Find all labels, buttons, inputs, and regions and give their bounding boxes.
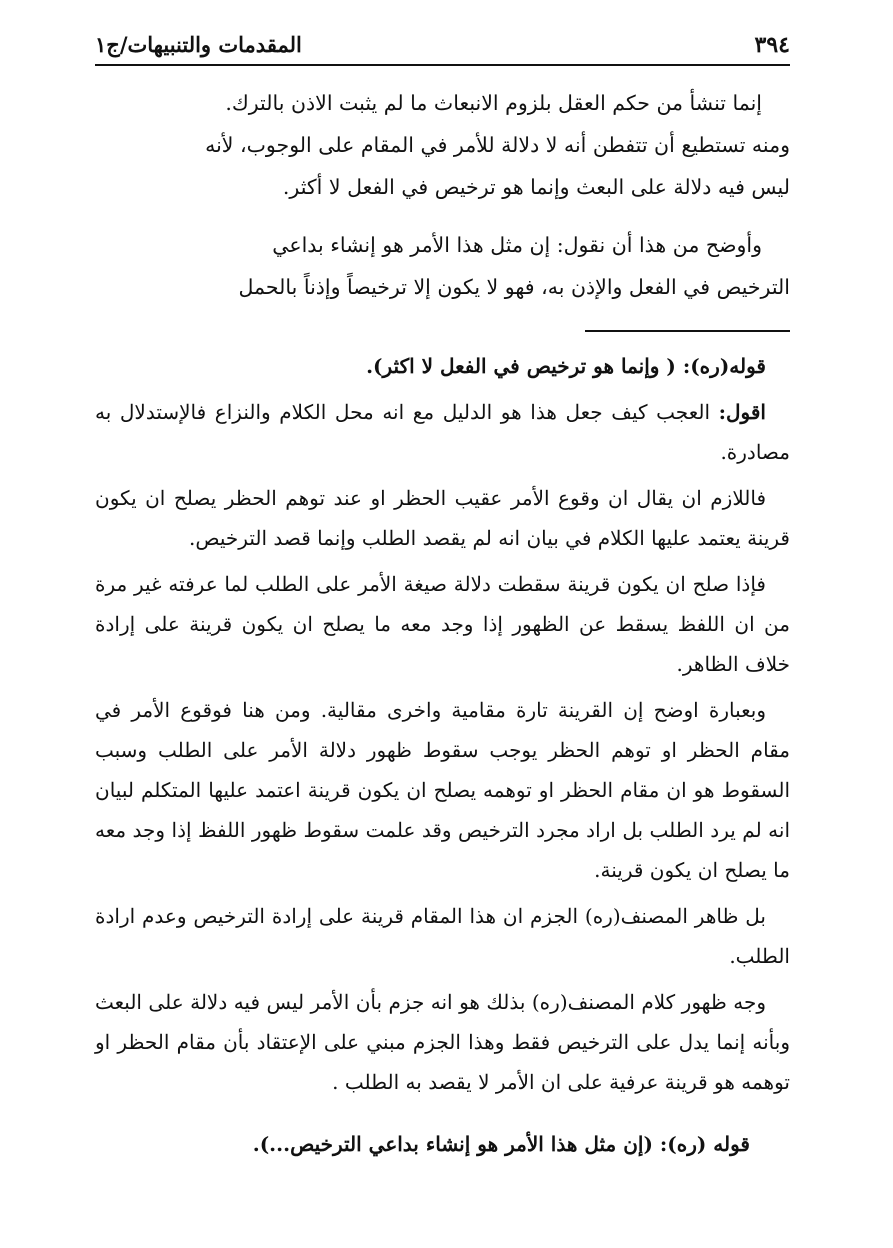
main-line: ليس فيه دلالة على البعث وإنما هو ترخيص في الفعل لا أكثر. [282, 175, 790, 199]
main-line: وأوضح من هذا أن نقول: إن مثل هذا الأمر هو إنشاء بداعي [272, 233, 762, 257]
commentary-paragraph-5: بل ظاهر المصنف(ره) الجزم ان هذا المقام قرينة على إرادة الترخيص وعدم ارادة الطلب. [95, 904, 790, 968]
page-header [95, 30, 790, 66]
commentary-text: العجب كيف جعل هذا هو الدليل مع انه محل الكلام والنزاع فالإستدلال به مصادرة. [95, 400, 790, 464]
commentary-quote-2: قوله (ره): (إن مثل هذا الأمر هو إنشاء بداعي الترخيص...). [252, 1132, 750, 1156]
main-paragraph-2 [95, 224, 790, 308]
main-paragraph-1 [95, 82, 790, 208]
main-text [95, 82, 790, 308]
main-line: ومنه تستطيع أن تتفطن أنه لا دلالة للأمر في المقام على الوجوب، لأنه [205, 133, 790, 157]
main-line: الترخيص في الفعل والإذن به، فهو لا يكون إلا ترخيصاً وإذناً بالحمل [238, 275, 790, 299]
commentary-paragraph-6: وجه ظهور كلام المصنف(ره) بذلك هو انه جزم بأن الأمر ليس فيه دلالة على البعث وبأنه إنما يدل على الترخيص فقط وهذا الجزم مبني على الإعتقاد بأن مقام الحظر او توهمه هو قرينة عرفية على ان الأمر لا يقصد به الطلب . [95, 990, 790, 1094]
commentary-paragraph-1 [95, 392, 790, 472]
main-line: إنما تنشأ من حكم العقل بلزوم الانبعاث ما لم يثبت الاذن بالترك. [225, 91, 762, 115]
document-page [95, 30, 790, 1164]
commentary-paragraph-4: وبعبارة اوضح إن القرينة تارة مقامية واخرى مقالية. ومن هنا فوقوع الأمر في مقام الحظر او توهم الحظر يوجب سقوط ظهور دلالة الأمر على الطلب وسبب السقوط هو ان مقام الحظر او توهمه يصلح ان يكون قرينة اعتمد عليها المتكلم لبيان انه لم يرد الطلب بل اراد مجرد الترخيص وقد علمت سقوط ظهور اللفظ إذا وجد معه ما يصلح ان يكون قرينة. [95, 698, 790, 882]
commentary-paragraph-3: فإذا صلح ان يكون قرينة سقطت دلالة صيغة الأمر على الطلب لما عرفته غير مرة من ان اللفظ يسقط عن الظهور إذا وجد معه ما يصلح ان يكون قرينة على إرادة خلاف الظاهر. [95, 572, 790, 676]
page-number: ٣٩٤ [754, 32, 790, 58]
commentary-quote-1: قوله(ره): ( وإنما هو ترخيص في الفعل لا اكثر). [366, 354, 766, 378]
commentary-paragraph-2: فاللازم ان يقال ان وقوع الأمر عقيب الحظر او عند توهم الحظر يصلح ان يكون قرينة يعتمد عليها الكلام في بيان انه لم يقصد الطلب وإنما قصد الترخيص. [95, 486, 790, 550]
commentary [95, 346, 790, 1164]
running-title: المقدمات والتنبيهات/ج١ [95, 32, 302, 57]
aqul-label: اقول: [718, 400, 766, 424]
footnote-separator [585, 330, 790, 332]
